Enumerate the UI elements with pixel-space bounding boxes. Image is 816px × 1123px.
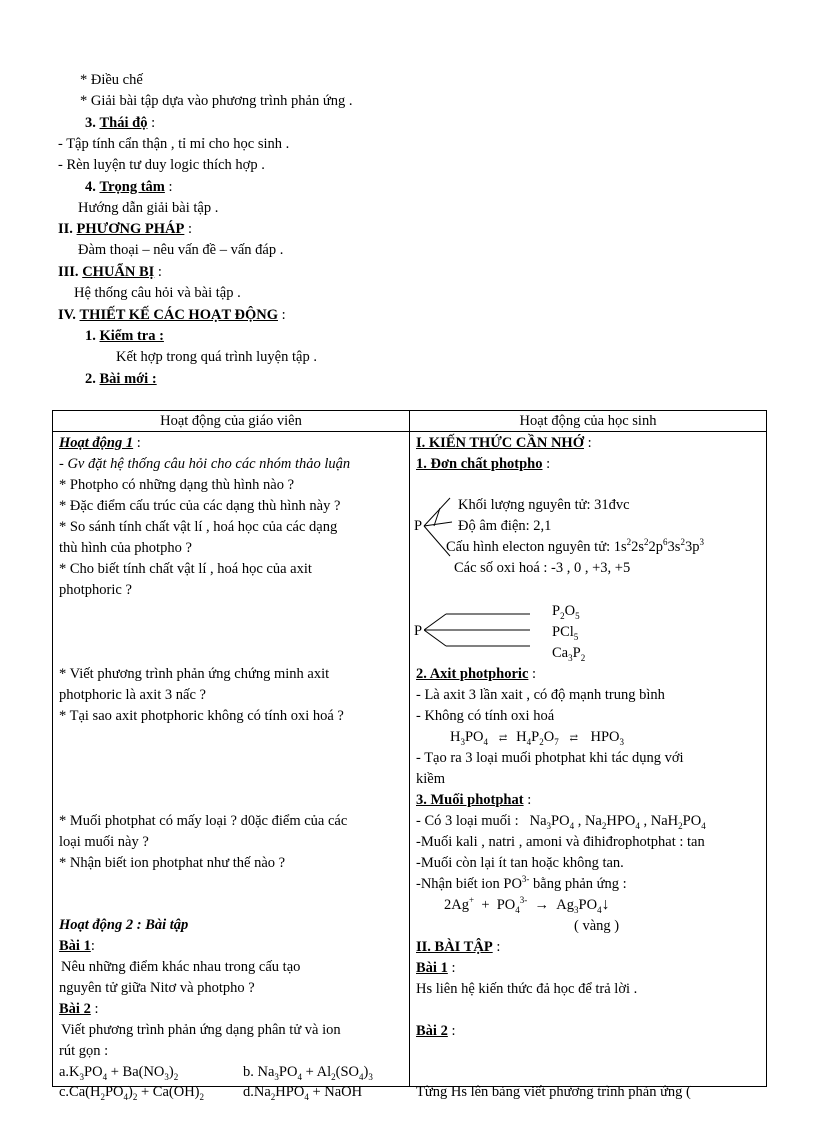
subsection-muoi: 3. Muối photphat :	[416, 792, 532, 808]
identification-reaction: $2Ag^+ + PO_4^{3-}$ → $Ag_3PO_4↓$	[444, 895, 610, 915]
heading-title: Thái độ	[99, 115, 148, 131]
question-item: * Photpho có những dạng thù hình nào ?	[59, 477, 295, 493]
question-item: * Cho biết tính chất vật lí , hoá học của axit	[59, 561, 312, 577]
compound-pcl5: PCl$_5$	[552, 624, 579, 642]
header-teacher: Hoạt động của giáo viên	[53, 411, 410, 432]
salt-fact: -Muối còn lại ít tan hoặc không tan.	[416, 855, 624, 871]
teacher-instruction: - Gv đặt hệ thống câu hỏi cho các nhóm thảo luận	[59, 456, 351, 472]
exercise-2-label: Bài 2 :	[59, 1001, 99, 1017]
student-column	[410, 432, 767, 1100]
compound-lines	[424, 602, 534, 652]
reaction-b: b. $Na_3PO_4 + Al_2(SO_4)_3$	[243, 1064, 373, 1082]
objective-item-dieu-che: * Điều chế	[80, 72, 143, 88]
question-item: * So sánh tính chất vật lí , hoá học của các dạng	[59, 519, 338, 535]
heading-colon: :	[184, 221, 192, 237]
teacher-column	[53, 432, 410, 1102]
heading-thai-do	[85, 114, 155, 132]
heading-number: IV.	[58, 307, 76, 323]
activity-table	[52, 410, 767, 1102]
heading-colon: :	[147, 115, 156, 131]
trong-tam-text: Hướng dẫn giải bài tập .	[78, 200, 219, 216]
chuan-bi-text: Hệ thống câu hỏi và bài tập .	[74, 285, 241, 301]
question-item-cont: photphoric ?	[59, 582, 132, 598]
heading-colon: :	[277, 307, 286, 323]
objective-item-giai-bai-tap: * Giải bài tập dựa vào phương trình phản ứng .	[80, 93, 353, 109]
compound-ca3p2: $Ca_3P_2$	[552, 645, 586, 663]
exercise-1-text-cont: nguyên tử giữa Nitơ và photpho ?	[59, 980, 255, 996]
heading-number: 1.	[85, 328, 96, 344]
heading-colon: :	[154, 264, 162, 280]
property-electron-config: Cấu hình electon nguyên tử: $1s^22s^22p^63s^23p^3$	[446, 537, 704, 555]
activity-1-heading: Hoạt động 1 :	[59, 435, 141, 451]
acid-fact: - Không có tính oxi hoá	[416, 708, 555, 724]
phosphorus-symbol: P	[414, 518, 423, 534]
question-item: * Muối photphat có mấy loại ? d0ặc điểm của các	[59, 813, 348, 829]
heading-colon: :	[164, 179, 173, 195]
kiem-tra-text: Kết hợp trong quá trình luyện tập .	[116, 349, 317, 365]
header-student: Hoạt động của học sinh	[410, 411, 767, 432]
phuong-phap-text: Đàm thoại – nêu vấn đề – vấn đáp .	[78, 242, 284, 258]
question-item-cont: thù hình của photpho ?	[59, 540, 192, 556]
table-header-row	[53, 411, 767, 432]
question-item-cont: loại muối này ?	[59, 834, 149, 850]
acid-fact: - Tạo ra 3 loại muối photphat khi tác dụng với	[416, 750, 684, 766]
reaction-c: $c.Ca(H_2PO_4)_2 + Ca(OH)_2$	[59, 1084, 204, 1102]
question-item: * Đặc điểm cấu trúc của các dạng thù hình này ?	[59, 498, 341, 514]
acid-conversion: $H_3PO_4$ ⇄ $H_4P_2O_7$ ⇄ $HPO_3$	[450, 729, 624, 747]
heading-trong-tam	[85, 178, 173, 196]
property-atomic-mass: Khối lượng nguyên tử: 31đvc	[458, 497, 630, 513]
acid-fact: - Là axit 3 lần xait , có độ mạnh trung bình	[416, 687, 665, 703]
answer-1-label: Bài 1 :	[416, 960, 456, 976]
question-item: * Tại sao axit photphoric không có tính oxi hoá ?	[59, 708, 344, 724]
subsection-don-chat: 1. Đơn chất photpho :	[416, 456, 551, 472]
heading-phuong-phap	[58, 220, 192, 238]
heading-bai-moi	[85, 370, 157, 388]
property-oxidation-states: Các số oxi hoá : -3 , 0 , +3, +5	[454, 560, 631, 576]
question-item: * Viết phương trình phản ứng chứng minh axit	[59, 666, 330, 682]
thai-do-item: - Tập tính cẩn thận , tỉ mỉ cho học sinh .	[58, 136, 290, 152]
heading-kiem-tra	[85, 327, 164, 345]
heading-number: II.	[58, 221, 73, 237]
heading-title: Bài mới :	[99, 371, 157, 387]
answer-2-label: Bài 2 :	[416, 1023, 456, 1039]
heading-chuan-bi	[58, 263, 162, 281]
exercise-2-text: Viết phương trình phản ứng dạng phân tử và ion	[61, 1022, 341, 1038]
heading-number: 4.	[85, 179, 96, 195]
subsection-axit: 2. Axit photphoric :	[416, 666, 537, 682]
heading-number: 2.	[85, 371, 96, 387]
reaction-d: $d.Na_2HPO_4$ + NaOH	[243, 1084, 363, 1102]
heading-number: III.	[58, 264, 79, 280]
reaction-a: $a.K_3PO_4 + Ba(NO_3)_2$	[59, 1064, 179, 1082]
heading-title: Trọng tâm	[99, 179, 165, 195]
exercise-2-text-cont: rút gọn :	[59, 1043, 109, 1059]
heading-title: THIẾT KẾ CÁC HOẠT ĐỘNG	[79, 307, 278, 323]
answer-2-text: Từng Hs lên bảng viết phương trình phản ứng (	[416, 1084, 691, 1100]
heading-title: CHUẨN BỊ	[82, 264, 155, 280]
table-body-row	[53, 432, 767, 1087]
question-item-cont: photphoric là axit 3 nấc ?	[59, 687, 206, 703]
heading-title: Kiểm tra :	[99, 328, 164, 344]
heading-thiet-ke	[58, 306, 286, 324]
property-electronegativity: Độ âm điện: 2,1	[458, 518, 552, 534]
salt-identification: -Nhận biết ion $PO^{3-}$ bằng phản ứng :	[416, 874, 627, 892]
exercise-1-text: Nêu những điểm khác nhau trong cấu tạo	[61, 959, 301, 975]
activity-2-heading: Hoạt động 2 : Bài tập	[59, 917, 189, 933]
thai-do-item: - Rèn luyện tư duy logic thích hợp .	[58, 157, 265, 173]
exercise-1-label: Bài 1:	[59, 938, 95, 954]
heading-title: PHƯƠNG PHÁP	[76, 221, 185, 237]
compound-p2o5: $P_2O_5$	[552, 603, 580, 621]
precipitate-color: ( vàng )	[574, 918, 620, 934]
salt-fact: -Muối kali , natri , amoni và đihiđrophotphat : tan	[416, 834, 705, 850]
section-bai-tap: II. BÀI TẬP :	[416, 939, 501, 955]
answer-1-text: Hs liên hệ kiến thức đả học để trả lời .	[416, 981, 638, 997]
question-item: * Nhận biết ion photphat như thế nào ?	[59, 855, 286, 871]
section-kien-thuc: I. KIẾN THỨC CẦN NHỚ :	[416, 435, 592, 451]
phosphorus-symbol: P	[414, 623, 423, 639]
acid-fact-cont: kiềm	[416, 771, 445, 787]
salt-types: - Có 3 loại muối : $Na_3PO_4$ , $Na_2HPO_4$ , $NaH_2PO_4$	[416, 813, 706, 831]
heading-number: 3.	[85, 115, 96, 131]
